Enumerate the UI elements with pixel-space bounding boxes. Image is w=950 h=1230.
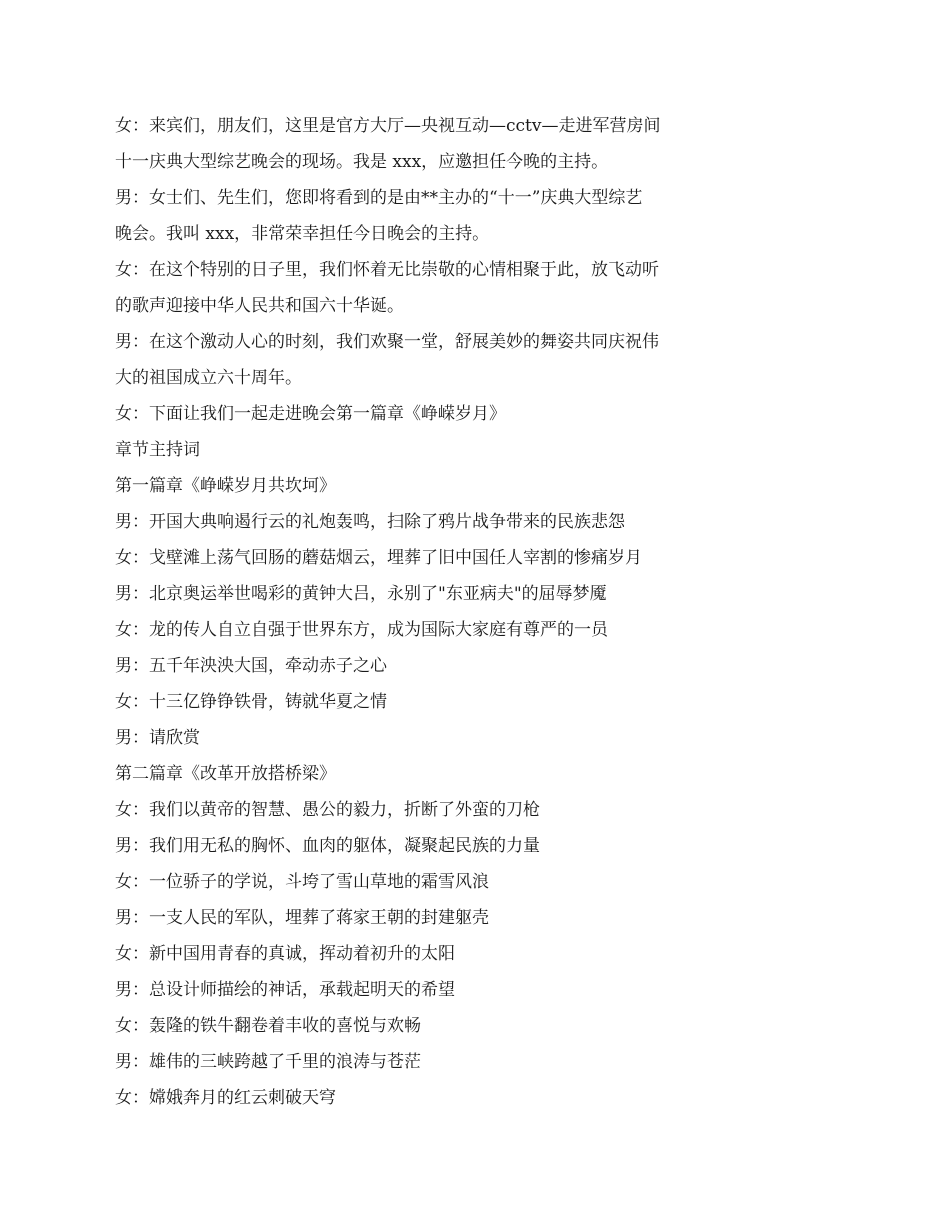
text-line: 女：来宾们，朋友们，这里是官方大厅—央视互动—cctv—走进军营房间 [115,116,661,136]
document-body [115,108,835,1116]
text-line: 女：在这个特别的日子里，我们怀着无比崇敬的心情相聚于此，放飞动听 [115,260,659,280]
text-line: 女：轰隆的铁牛翻卷着丰收的喜悦与欢畅 [115,1016,421,1036]
text-line: 女：十三亿铮铮铁骨，铸就华夏之情 [115,692,387,712]
text-line: 男：总设计师描绘的神话，承载起明天的希望 [115,980,455,1000]
text-line: 女：龙的传人自立自强于世界东方，成为国际大家庭有尊严的一员 [115,620,608,640]
text-line: 女：戈壁滩上荡气回肠的蘑菇烟云，埋葬了旧中国任人宰割的惨痛岁月 [115,548,642,568]
section-heading: 章节主持词 [115,440,200,460]
text-line: 男：雄伟的三峡跨越了千里的浪涛与苍茫 [115,1052,421,1072]
text-line: 十一庆典大型综艺晚会的现场。我是 xxx，应邀担任今晚的主持。 [115,152,609,172]
text-line: 男：女士们、先生们，您即将看到的是由**主办的“十一”庆典大型综艺 [115,188,643,208]
text-line: 女：新中国用青春的真诚，挥动着初升的太阳 [115,944,455,964]
text-line: 男：请欣赏 [115,728,200,748]
text-line: 男：五千年泱泱大国，牵动赤子之心 [115,656,387,676]
text-line: 男：开国大典响遏行云的礼炮轰鸣，扫除了鸦片战争带来的民族悲怨 [115,512,625,532]
text-line: 男：北京奥运举世喝彩的黄钟大吕，永别了"东亚病夫"的屈辱梦魇 [115,584,607,604]
text-line: 女：一位骄子的学说，斗垮了雪山草地的霜雪风浪 [115,872,489,892]
chapter-title: 第一篇章《峥嵘岁月共坎坷》 [115,476,336,496]
text-line: 女：嫦娥奔月的红云刺破天穹 [115,1088,336,1108]
text-line: 男：一支人民的军队，埋葬了蒋家王朝的封建躯壳 [115,908,489,928]
text-line: 晚会。我叫 xxx，非常荣幸担任今日晚会的主持。 [115,224,490,244]
text-line: 女：我们以黄帝的智慧、愚公的毅力，折断了外蛮的刀枪 [115,800,540,820]
text-line: 大的祖国成立六十周年。 [115,368,302,388]
text-line: 女：下面让我们一起走进晚会第一篇章《峥嵘岁月》 [115,404,506,424]
text-line: 男：在这个激动人心的时刻，我们欢聚一堂，舒展美妙的舞姿共同庆祝伟 [115,332,659,352]
text-line: 男：我们用无私的胸怀、血肉的躯体，凝聚起民族的力量 [115,836,540,856]
text-line: 的歌声迎接中华人民共和国六十华诞。 [115,296,404,316]
chapter-title: 第二篇章《改革开放搭桥梁》 [115,764,336,784]
